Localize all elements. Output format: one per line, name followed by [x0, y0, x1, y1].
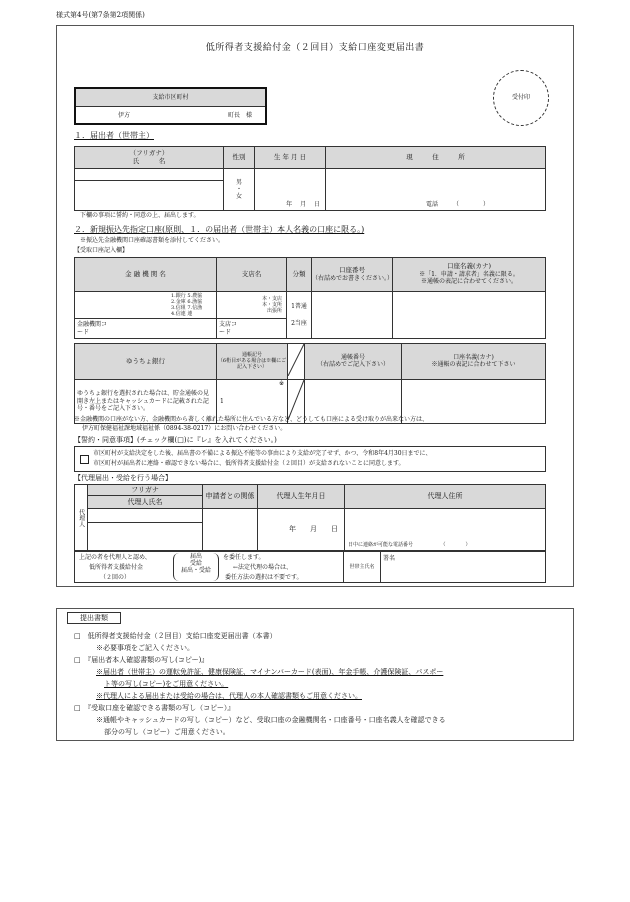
proxy-side-label: 代理人 [75, 485, 88, 551]
yucho-mark: ※ [278, 379, 284, 387]
branch-type-2: 本・支所 [261, 302, 282, 308]
yucho-kigo-hint: （6桁目がある場合は※欄にご記入下さい） [217, 358, 287, 371]
branch-type-3: 出張所 [266, 308, 282, 314]
doc-item-1: □ 低所得者支援給付金（２回目）支給口座変更届出書（本書） [74, 632, 277, 640]
delegation-stmt-5: ←法定代理の場合は、 [233, 564, 293, 571]
doc-item-3-note-1: ※通帳やキャッシュカードの写し（コピー）など、受取口座の金融機関名・口座番号・口座名義人を確認できる [96, 716, 446, 724]
holder-field[interactable] [393, 292, 546, 339]
form-title: 低所得者支援給付金（２回目）支給口座変更届出書 [205, 43, 425, 53]
proxy-table [74, 484, 546, 551]
doc-item-2-note-1: ※届出者（世帯主）の運転免許証、健康保険証、マイナンバーカード(表面)、年金手帳、介護保険証、パスポー [96, 668, 444, 676]
furigana-field[interactable] [75, 169, 224, 181]
yucho-divider [288, 344, 305, 380]
proxy-name-field[interactable] [88, 523, 203, 551]
recipient-box [74, 87, 267, 125]
bank-code-label: 金融機関コード [77, 321, 108, 336]
holder-hint1: ※「1．申請・請求者」名義に限る。 [419, 271, 519, 279]
signature-label: 世帯主氏名 [343, 552, 381, 582]
option-receive[interactable]: 受給 [189, 560, 202, 568]
bank-note-1: ※金融機関の口座がない方、金融機関から著しく離れた場所に住んでいる方など、どうしても口座による受け取りが出来ない方は、 [74, 416, 429, 423]
bank-name-label: 金 融 機 関 名 [75, 258, 217, 292]
yucho-note: ゆうちょ銀行を選択された場合は、貯金通帳の見開き左上またはキャッシュカードに記載された記号・番号をご記入下さい。 [75, 379, 217, 423]
proxy-dob-field[interactable]: 年 月 日 [258, 509, 345, 551]
yucho-table [74, 343, 546, 424]
dob-label: 生 年 月 日 [255, 147, 326, 169]
account-number-field[interactable] [312, 292, 393, 339]
account-number-hint: （右詰めでお書きください。） [312, 274, 394, 282]
delegation-stmt-1: 上記の者を代理人と認め、 [79, 554, 151, 561]
pledge-checkbox[interactable] [80, 455, 89, 464]
section2-heading: ２．新規振込先指定口座(原則、１．の届出者（世帯主）本人名義の口座に限る。) [74, 225, 365, 234]
doc-item-3: □ 『受取口座を確認できる書類の写し（コピー）』 [74, 704, 235, 712]
proxy-address-label: 代理人住所 [345, 485, 546, 509]
recipient-town: 伊方 [118, 112, 131, 119]
savings-option[interactable]: 1普通 [291, 302, 307, 310]
reception-stamp: 受付印 [493, 70, 549, 126]
branch-type-1: 本・支店 [261, 296, 282, 302]
doc-item-2-note-2: ト等の写し(コピー)をご用意ください。 [104, 680, 229, 688]
gender-label: 性別 [224, 147, 255, 169]
delegation-stmt-2: 低所得者支援給付金 [89, 564, 144, 571]
bank-type-2: 2.金庫 6.漁協 [171, 299, 203, 305]
pledge-box [74, 446, 546, 472]
name-field[interactable] [75, 181, 224, 211]
branch-code-label: 支店コード [219, 321, 238, 336]
bank-table [74, 257, 546, 339]
option-notify[interactable]: 届出 [189, 553, 202, 560]
delegation-stmt-3: （２回の） [100, 574, 131, 581]
yucho-kigo-prefix: 1 [220, 397, 224, 405]
pledge-note: 下欄の事項に誓約・同意の上、届出します。 [80, 212, 200, 219]
yucho-holder-hint: ※通帳の表記に合わせて下さい [431, 361, 516, 369]
proxy-dob-label: 代理人生年月日 [258, 485, 345, 509]
account-number-label: 口座番号 [339, 266, 365, 274]
proxy-heading: 【代理届出・受給を行う場合】 [74, 474, 172, 482]
delegation-stmt-6: 委任方法の選択は不要です。 [225, 574, 303, 581]
proxy-name-label: 代理人氏名 [88, 496, 203, 509]
section2-note: ※振込先金融機関口座確認書類を添付してください。 [80, 237, 225, 244]
pledge-heading: 【誓約・同意事項】(チェック欄(□)に『レ』を入れてください。) [74, 436, 277, 444]
branch-label: 支店名 [217, 258, 287, 292]
holder-hint2: ※通帳の表記に合わせてください。 [420, 278, 517, 286]
gender-separator: ・ [235, 185, 242, 193]
delegation-box [74, 551, 546, 583]
delegation-stmt-4: を委任します。 [223, 554, 265, 561]
name-label: 氏 名 [132, 156, 166, 165]
yucho-number-label: 通帳番号 [340, 354, 365, 362]
yucho-label: ゆうちょ銀行 [75, 344, 217, 380]
applicant-table [74, 146, 546, 211]
doc-item-2: □ 『届出者本人確認書類の写し(コピー)』 [74, 656, 209, 664]
bank-type-1: 1.銀行 5.農協 [171, 293, 203, 299]
pledge-text-2: 市区町村が届出者に連絡・確認できない場合に、低所得者支援給付金（２回目）が支給されないことに同意します。 [93, 460, 405, 467]
dob-field[interactable]: 年 月 日 [255, 169, 326, 211]
proxy-furigana-field[interactable] [88, 509, 203, 523]
furigana-label: （フリガナ） [129, 148, 169, 157]
section1-heading: １．届出者（世帯主） [74, 131, 154, 140]
bank-type-3: 3.信組 7.信漁 [171, 305, 203, 311]
proxy-relation-label: 申請者との関係 [203, 485, 258, 509]
doc-item-2-note-3: ※代理人による届出または受給の場合は、代理人の本人確認書類もご用意ください。 [96, 692, 362, 700]
female-option[interactable]: 女 [235, 193, 242, 201]
bank-note-2: 伊方町保健福祉課地域福祉係（0894-38-0217）にお問い合わせください。 [82, 425, 287, 432]
checking-option[interactable]: 2当座 [291, 320, 307, 327]
yucho-kigo-label: 通帳記号 [241, 352, 262, 359]
recipient-mayor: 町長 様 [228, 112, 253, 119]
documents-label: 提出書類 [67, 612, 121, 624]
male-option[interactable]: 男 [235, 178, 242, 186]
signature-mark: 署名 [383, 555, 396, 562]
account-entry-label: 【受取口座記入欄】 [74, 247, 129, 254]
form-number: 様式第4号(第7条第2項関係) [56, 11, 145, 19]
recipient-header: 支給市区町村 [76, 89, 265, 107]
proxy-furigana-label: フリガナ [88, 485, 203, 496]
pledge-text-1: 市区町村が支給決定をした後、届出書の不備による振込不能等の事由により支給が完了せず、かつ、令和8年4月30日までに、 [93, 450, 432, 457]
yucho-number-hint: （右詰めでご記入下さい） [316, 361, 389, 369]
proxy-phone-field[interactable]: 日中に連絡が可能な電話番号 （ ） [345, 509, 546, 551]
doc-item-3-note-2: 部分の写し（コピー）ご用意ください。 [104, 728, 230, 736]
yucho-holder-label: 口座名義(カナ) [453, 354, 494, 362]
account-type-label: 分類 [287, 258, 312, 292]
bank-type-4: 4.信連 連 [171, 311, 193, 317]
holder-label: 口座名義(カナ) [446, 262, 492, 271]
proxy-relation-field[interactable] [203, 509, 258, 551]
option-both[interactable]: 届出・受給 [180, 567, 211, 575]
address-label: 現 住 所 [326, 147, 546, 169]
phone-field[interactable]: 電話 （ ） [326, 169, 546, 211]
doc-item-1-note: ※必要事項をご記入ください。 [96, 644, 194, 652]
